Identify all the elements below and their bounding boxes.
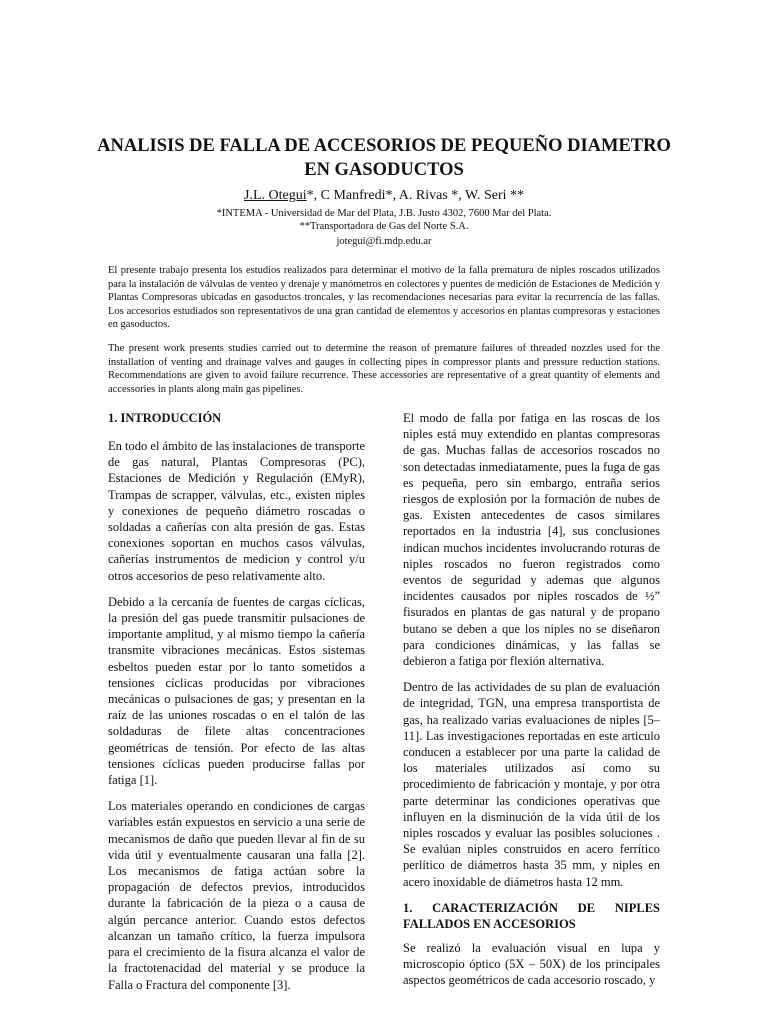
first-author[interactable]: J.L. Otegui bbox=[244, 188, 307, 203]
paragraph: Dentro de las actividades de su plan de evaluación de integridad, TGN, una empresa transportista de gas, ha realizado varias evaluaciones de niples [5–11]. Las investigaciones reportadas en este articulo conducen a establecer por una parte la calidad de los materiales utilizados así como su procedimiento de fabricación y montaje, y por otra parte determinar las condiciones operativas que influyen en la disminución de la vida útil de los niples roscados y evaluar las posibles soluciones . Se evalúan niples construidos en acero ferrítico perlítico de diámetros hasta 35 mm, y niples en acero inoxidable de diámetros hasta 12 mm. bbox=[403, 680, 660, 889]
paragraph: El modo de falla por fatiga en las roscas de los niples está muy extendido en plantas compresoras de gas. Muchas fallas de accesorios roscados no son detectadas inmediatamente, pues la fuga de gas es pequeña, pero sin embargo, entraña serios riesgos de explosión por la formación de nubes de gas. Existen antecedentes de casos similares reportados en la industria [4], sus conclusiones indican muchos incidentes involucrando roturas de niples roscados no fueron registrados como eventos de seguridad y ademas que algunos incidentes causados por niples roscados de ½” fisurados en plantas de gas natural y de propano butano se deben a que los niples no se diseñaron para condiciones dinámicas, y las fallas se debieron a fatiga por flexión alternativa. bbox=[403, 411, 660, 669]
section-heading-caracterizacion: 1. CARACTERIZACIÓN DE NIPLES FALLADOS EN ACCESORIOS bbox=[403, 900, 660, 931]
left-column bbox=[108, 410, 365, 1003]
abstract-spanish: El presente trabajo presenta los estudios realizados para determinar el motivo de la falla prematura de niples roscados utilizados para la instalación de válvulas de venteo y drenaje y manómetros en colectores y puentes de medición de Estaciones de Medición y Plantas Compresoras ubicadas en gasoductos troncales, y las recomendaciones necesarias para evitar la recurrencia de las fallas. Los accesorios estudiados son representativos de una gran cantidad de elementos y accesorios en plantas compresoras y estaciones en gasoductos. bbox=[108, 265, 660, 330]
author-list bbox=[90, 187, 678, 205]
abstract-english: The present work presents studies carried out to determine the reason of premature failures of threaded nozzles used for the installation of venting and drainage valves and gauges in collecting pipes in compressor plants and pressure reduction stations. Recommendations are given to avoid failure recurrence. These accessories are representative of a great quantity of elements and accessories in plants along main gas pipelines. bbox=[108, 343, 660, 395]
other-authors: *, C Manfredi*, A. Rivas *, W. Seri ** bbox=[306, 188, 524, 203]
affiliation-intema: *INTEMA - Universidad de Mar del Plata, J.B. Justo 4302, 7600 Mar del Plata. bbox=[216, 208, 552, 219]
paragraph: En todo el ámbito de las instalaciones de transporte de gas natural, Plantas Compresoras (PC), Estaciones de Medición y Regulación (EMyR), Trampas de scrapper, válvulas, etc., existen niples y conexiones de pequeño diámetro roscadas o soldadas a cañerías con alta presión de gas. Estas conexiones soportan en muchos casos válvulas, cañerías instrumentos de medicion y control y/u otros accesorios de peso relativamente alto. bbox=[108, 439, 365, 583]
contact-email: jotegui@fi.mdp.edu.ar bbox=[336, 236, 432, 247]
section-heading-introduccion: 1. INTRODUCCIÓN bbox=[108, 411, 222, 425]
affiliation-tgn: **Transportadora de Gas del Norte S.A. bbox=[299, 221, 469, 232]
paragraph: Debido a la cercanía de fuentes de cargas cíclicas, la presión del gas puede transmitir pulsaciones de importante amplitud, y al mismo tiempo la cañería transmite vibraciones mecánicas. Estos sistemas esbeltos pueden estar por lo tanto sometidos a tensiones cíclicas producidas por vibraciones mecánicas o pulsaciones de gas; y presentan en la raíz de las uniones roscadas o en el talón de las soldaduras de filete altas concentraciones geométricas de tensión. Por efecto de las altas tensiones cíclicas pueden producirse fallas por fatiga [1]. bbox=[108, 594, 365, 788]
right-column bbox=[403, 410, 660, 999]
paper-title: ANALISIS DE FALLA DE ACCESORIOS DE PEQUEÑO DIAMETRO EN GASODUCTOS bbox=[97, 136, 671, 180]
paragraph: Se realizó la evaluación visual en lupa y microscopio óptico (5X – 50X) de los principales aspectos geométricos de cada accesorio roscado, y bbox=[403, 940, 660, 988]
paragraph: Los materiales operando en condiciones de cargas variables están expuestos en servicio a una serie de mecanismos de daño que pueden llevar al fin de su vida útil y eventualmente causaran una falla [2]. Los mecanismos de fatiga actúan sobre la propagación de defectos previos, introducidos durante la fabricación de la pieza o a causa de algún percance anterior. Cuando estos defectos alcanzan un tamaño crítico, la fuerza impulsora para el crecimiento de la fisura alcanza el valor de la fractotenacidad del material y se produce la Falla o Fractura del componente [3]. bbox=[108, 799, 365, 992]
